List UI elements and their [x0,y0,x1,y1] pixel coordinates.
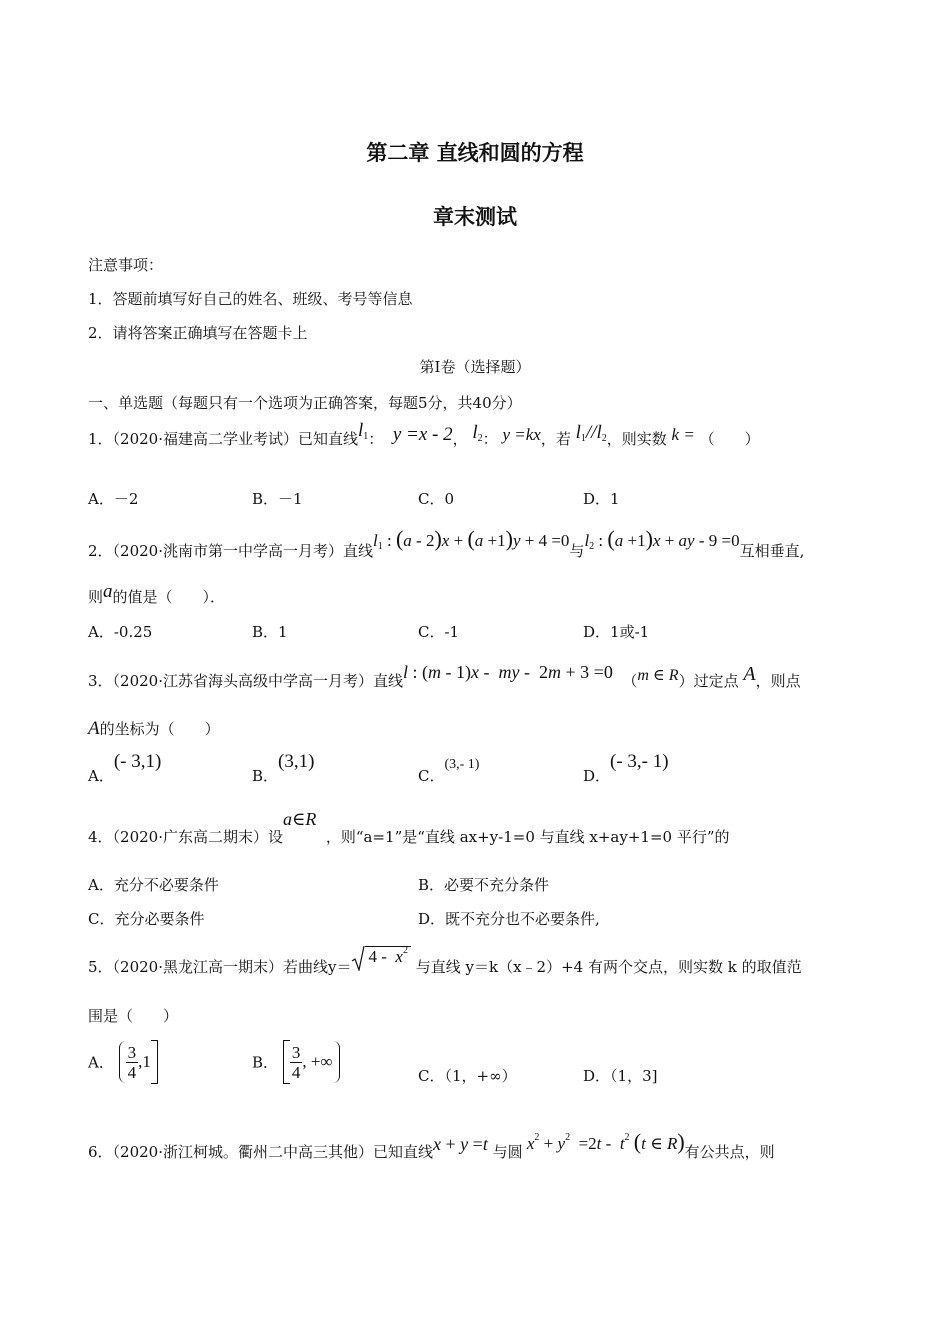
math-point-a: A [743,663,756,685]
question-number: 5． [88,958,113,976]
question-source: （2020·江苏省海头高级中学高一月考）直线 [112,672,403,690]
question-number: 3． [88,672,113,690]
math-line-eq-1: $l_1$ : (a - 2)x + (a +1)y + 4 =0 [373,526,570,552]
question-6: 6．（2020·浙江柯城。衢州二中高三其他）已知直线x + y =t 与圆 $x^2 + y^2 =2t - t^2$ (t ∈ R)有公共点，则 [88,1129,775,1161]
section-title: 第I卷（选择题） [419,358,531,376]
notice-item: 2．请将答案正确填写在答题卡上 [88,324,308,342]
question-2-line2: 则a的值是（ ）． [88,581,226,606]
question-2: 2．（2020·洮南市第一中学高一月考）直线$l_1$ : (a - 2)x + (a +1)y + 4 =0与$l_2$ : (a +1)x + ay - 9 =0互相垂直, [88,526,805,560]
page-subtitle: 章末测试 [433,205,517,229]
option-c: C．充分必要条件 [88,910,205,928]
math-sqrt: $4 - x^2$ [351,945,410,967]
math-l1: $l_1$ [358,420,369,442]
math-a-in-r: a∈R [283,809,317,829]
option-b: B．(3,1) [252,751,315,785]
math-interval-b: $\frac{3}{4}$ , +∞ [283,1040,340,1084]
math-interval-a: $\frac{3}{4}$ ,1 [119,1040,158,1084]
option-b: B．－1 [252,490,303,508]
option-d: D．1 [583,490,620,508]
math-circle-eq: $x^2 + y^2 =2t - t^2$ (t ∈ R) [526,1129,685,1154]
option-c: C．-1 [418,623,460,641]
math-line-eq-1: y =x - 2 [388,424,453,445]
question-number: 6． [88,1143,113,1161]
question-source: （2020·黑龙江高一期末）若曲线 [112,958,328,976]
question-3-line2: A的坐标为（ ） [88,718,220,739]
math-point-a: A [88,718,100,739]
option-d: D．1或-1 [583,623,650,641]
option-c: C．（1，+∞） [418,1067,517,1085]
math-a: a [103,581,113,602]
math-condition: m ∈ R [637,667,679,684]
option-a: A．(- 3,1) [88,751,162,785]
math-line-eq-2: $l_2$ : (a +1)x + ay - 9 =0 [584,526,740,552]
option-c: C．(3,- 1) [418,757,480,785]
question-source: （2020·浙江柯城。衢州二中高三其他）已知直线 [112,1143,433,1161]
option-b: B． $\frac{3}{4}$ , +∞ [252,1040,340,1084]
math-l2: $l_2$ [472,422,483,444]
question-1: 1．（2020·福建高二学业考试）已知直线$l_1$： y =x - 2， $l_2$： y =kx，若 $l_1//l_2$，则实数 k = （ ） [88,420,760,448]
question-number: 4． [88,828,113,846]
option-c: C．0 [418,490,455,508]
option-d: D．既不充分也不必要条件, [418,910,600,928]
question-source: （2020·福建高二学业考试）已知直线 [112,430,358,448]
option-a: A．充分不必要条件 [88,876,219,894]
option-b: B．必要不充分条件 [418,876,550,894]
option-d: D．(- 3,- 1) [583,751,669,785]
option-d: D．（1，3] [583,1067,658,1085]
question-source: （2020·洮南市第一中学高一月考）直线 [112,542,373,560]
question-5-line2: 围是（ ） [88,1007,179,1025]
option-a: A．-0.25 [88,623,153,641]
question-number: 1． [88,430,113,448]
question-source: （2020·广东高二期末）设 [112,828,283,846]
question-number: 2． [88,542,113,560]
math-line-eq: l : (m - 1)x - my - 2m + 3 =0 [403,662,613,682]
notice-item: 1．答题前填写好自己的姓名、班级、考号等信息 [88,290,413,308]
question-3: 3．（2020·江苏省海头高级中学高一月考）直线l : (m - 1)x - my - 2m + 3 =0 （m ∈ R）过定点 A，则点 [88,662,801,690]
option-b: B．1 [252,623,288,641]
question-4: 4．（2020·广东高二期末）设a∈R ，则“a=1”是“直线 ax+y-1=0 与直线 x+ay+1=0 平行”的 [88,809,730,846]
option-a: A．－2 [88,490,139,508]
math-parallel: $l_1//l_2$ [575,422,607,444]
notice-heading: 注意事项： [88,256,164,274]
math-line-eq: x + y =t [433,1134,488,1154]
page-title: 第二章 直线和圆的方程 [366,141,584,165]
option-a: A． $\frac{3}{4}$ ,1 [88,1040,158,1084]
question-5: 5．（2020·黑龙江高一期末）若曲线y＝ $4 - x^2$ 与直线 y＝k（x﹣2）+4 有两个交点，则实数 k 的取值范 [88,945,802,976]
math-line-eq-2: y =kx [502,425,541,444]
math-k-eq: k = [671,425,695,444]
part-title: 一、单选题（每题只有一个选项为正确答案，每题5分，共40分） [88,394,522,412]
